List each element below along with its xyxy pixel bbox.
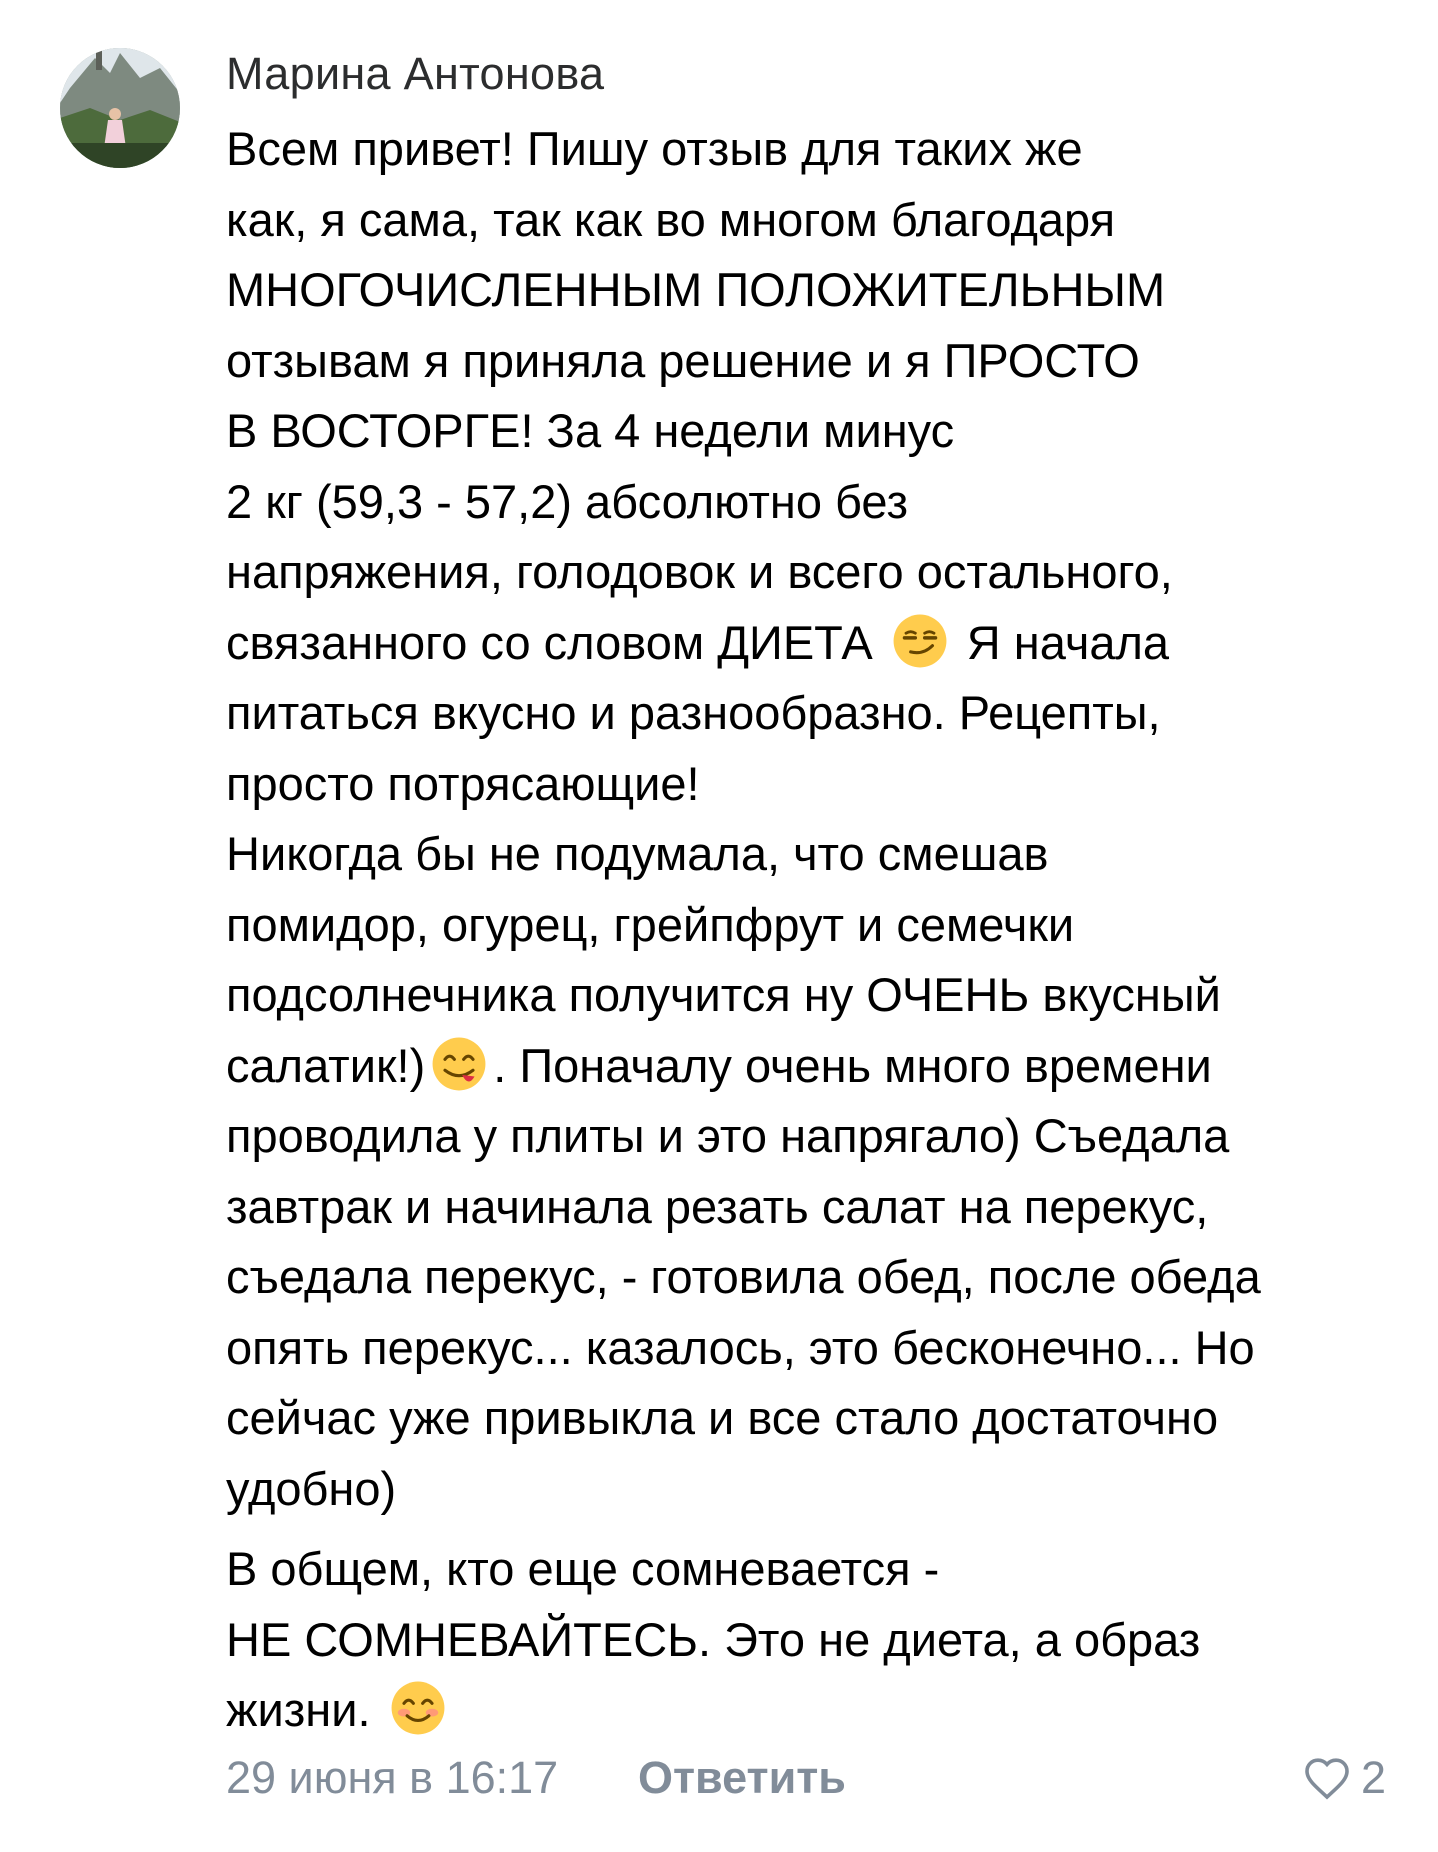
text-line: съедала перекус, - готовила обед, после обеда xyxy=(226,1250,1261,1303)
text-segment: . Поначалу очень много времени xyxy=(493,1038,1212,1092)
like-button[interactable] xyxy=(1303,1748,1386,1808)
text-line: как, я сама, так как во многом благодаря xyxy=(226,192,1116,246)
text-line: Всем привет! Пишу отзыв для таких же xyxy=(226,122,1083,175)
text-line: отзывам я приняла решение и я ПРОСТО xyxy=(226,333,1140,387)
text-segment: салатик!) xyxy=(226,1038,426,1092)
text-line: питаться вкусно и разнообразно. Рецепты, xyxy=(226,686,1161,739)
avatar[interactable] xyxy=(60,48,180,168)
text-line: помидор, огурец, грейпфрут и семечки xyxy=(226,897,1075,951)
text-segment: Я начала xyxy=(966,615,1170,669)
smirking-face-emoji-icon xyxy=(892,613,948,669)
text-segment: жизни. xyxy=(226,1683,371,1736)
face-savoring-food-emoji-icon xyxy=(431,1036,487,1092)
heart-icon xyxy=(1303,1756,1351,1800)
comment-date[interactable]: 29 июня в 16:17 xyxy=(226,1752,559,1803)
text-line-with-emoji xyxy=(226,608,1406,679)
reply-button[interactable]: Ответить xyxy=(638,1752,846,1803)
text-line: удобно) xyxy=(226,1461,397,1515)
text-segment: связанного со словом ДИЕТА xyxy=(226,615,873,669)
text-line: подсолнечника получится ну ОЧЕНЬ вкусный xyxy=(226,968,1221,1021)
text-line: НЕ СОМНЕВАЙТЕСЬ. Это не диета, а образ xyxy=(226,1612,1201,1666)
text-line: опять перекус... казалось, это бесконечно... Но xyxy=(226,1320,1255,1374)
text-line: 2 кг (59,3 - 57,2) абсолютно без xyxy=(226,474,909,528)
comment-footer xyxy=(226,1748,1386,1808)
text-line: Никогда бы не подумала, что смешав xyxy=(226,827,1049,880)
text-line: МНОГОЧИСЛЕННЫМ ПОЛОЖИТЕЛЬНЫМ xyxy=(226,263,1166,316)
text-line-with-emoji xyxy=(226,1675,1406,1746)
comment-text xyxy=(226,114,1406,1746)
text-line-with-emoji xyxy=(226,1031,1406,1102)
paragraph-3 xyxy=(226,1534,1406,1746)
text-line: В общем, кто еще сомневается - xyxy=(226,1542,940,1595)
text-line: В ВОСТОРГЕ! За 4 недели минус xyxy=(226,404,955,457)
paragraph-2 xyxy=(226,819,1406,1524)
paragraph-1 xyxy=(226,114,1406,819)
text-line: просто потрясающие! xyxy=(226,756,700,810)
smiling-face-emoji-icon xyxy=(390,1680,446,1736)
author-name[interactable]: Марина Антонова xyxy=(226,48,605,99)
text-line: напряжения, голодовок и всего остального, xyxy=(226,545,1173,598)
avatar-photo xyxy=(60,48,180,168)
likes-count: 2 xyxy=(1360,1752,1386,1803)
text-line: сейчас уже привыкла и все стало достаточно xyxy=(226,1391,1219,1444)
text-line: проводила у плиты и это напрягало) Съедала xyxy=(226,1109,1230,1162)
text-line: завтрак и начинала резать салат на перекус, xyxy=(226,1179,1209,1233)
